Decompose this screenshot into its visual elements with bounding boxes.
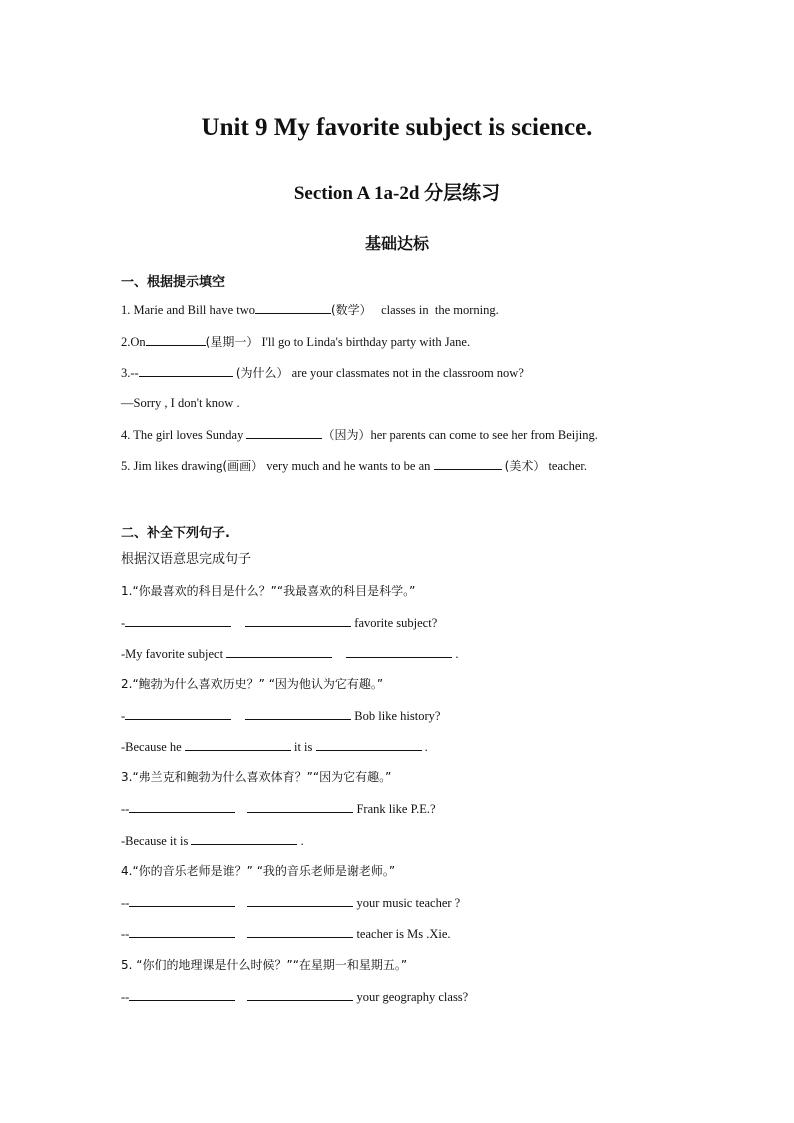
q5-line-1: -- your geography class?	[121, 990, 469, 1004]
item-text: teacher.	[548, 459, 587, 473]
q1-chinese: 1.“你最喜欢的科目是什么？”“我最喜欢的科目是科学。”	[121, 584, 416, 598]
q5-chinese: 5. “你们的地理课是什么时候？”“在星期一和星期五。”	[121, 958, 408, 972]
answer-blank[interactable]	[139, 364, 233, 377]
part1-item-5	[121, 457, 587, 474]
item-text: very much and he wants to be an	[266, 459, 434, 473]
answer-blank[interactable]	[247, 894, 353, 907]
answer-blank[interactable]	[129, 925, 235, 938]
answer-blank[interactable]	[434, 457, 502, 470]
answer-blank[interactable]	[245, 614, 351, 627]
item-hint: (为什么）	[235, 366, 289, 380]
answer-blank[interactable]	[129, 894, 235, 907]
item-text: .	[455, 647, 459, 661]
worksheet-title: Unit 9 My favorite subject is science.	[201, 114, 593, 141]
answer-blank[interactable]	[247, 925, 353, 938]
item-text: -My favorite subject	[121, 647, 224, 661]
item-text: .	[424, 740, 428, 754]
item-text: teacher is Ms .Xie.	[356, 927, 451, 941]
answer-blank[interactable]	[129, 800, 235, 813]
answer-blank[interactable]	[346, 645, 452, 658]
item-text: 2.On	[121, 335, 146, 349]
q3-chinese: 3.“弗兰克和鲍勃为什么喜欢体育？”“因为它有趣。”	[121, 770, 392, 784]
part1-item-2	[121, 333, 470, 350]
item-text: her parents can come to see her from Beijing.	[370, 428, 598, 442]
item-text: 3.--	[121, 366, 139, 380]
answer-blank[interactable]	[146, 333, 206, 346]
answer-blank[interactable]	[247, 988, 353, 1001]
item-text: 4. The girl loves Sunday	[121, 428, 247, 442]
answer-blank[interactable]	[246, 426, 322, 439]
item-hint: (数学）	[331, 303, 372, 317]
answer-blank[interactable]	[125, 707, 231, 720]
answer-blank[interactable]	[245, 707, 351, 720]
part1-item-3	[121, 364, 524, 381]
item-hint: (星期一）	[205, 335, 259, 349]
answer-blank[interactable]	[185, 738, 291, 751]
part2-instruction: 根据汉语意思完成句子	[121, 552, 252, 567]
q2-line-2	[121, 738, 428, 755]
item-text: -Because he	[121, 740, 182, 754]
answer-blank[interactable]	[316, 738, 422, 751]
answer-blank[interactable]	[255, 301, 331, 314]
item-text: Bob like history?	[354, 709, 441, 723]
q2-line-1: - Bob like history?	[121, 709, 441, 723]
answer-blank[interactable]	[125, 614, 231, 627]
item-text: classes in the morning.	[371, 303, 499, 317]
item-hint: (画画）	[222, 459, 264, 473]
item-hint: (美术）	[504, 459, 546, 473]
item-text: your music teacher ?	[356, 896, 461, 910]
q2-chinese: 2.“鲍勃为什么喜欢历史？” “因为他认为它有趣。”	[121, 677, 384, 691]
item-text: .	[300, 834, 304, 848]
q4-line-1: -- your music teacher ?	[121, 896, 461, 910]
part1-item-4	[121, 426, 598, 443]
q1-line-1: - favorite subject?	[121, 616, 438, 630]
item-text: 5. Jim likes drawing	[121, 459, 223, 473]
item-text: -Because it is	[121, 834, 189, 848]
worksheet-subtitle: Section A 1a-2d 分层练习	[293, 183, 501, 204]
answer-blank[interactable]	[191, 832, 297, 845]
item-text: it is	[293, 740, 313, 754]
item-text: I'll go to Linda's birthday party with Jane.	[261, 335, 471, 349]
item-hint: （因为）	[322, 428, 371, 442]
item-text: Frank like P.E.?	[356, 802, 436, 816]
level-heading: 基础达标	[364, 234, 429, 253]
q4-chinese: 4.“你的音乐老师是谁？” “我的音乐老师是谢老师。”	[121, 864, 396, 878]
item-text: —Sorry , I don't know .	[121, 396, 240, 410]
part1-heading: 一、根据提示填空	[121, 275, 226, 290]
answer-blank[interactable]	[129, 988, 235, 1001]
item-text: your geography class?	[356, 990, 469, 1004]
q3-line-2	[121, 832, 304, 849]
item-text: are your classmates not in the classroom now?	[291, 366, 524, 380]
q1-line-2	[121, 645, 458, 662]
part1-item-3-reply	[121, 395, 240, 411]
part2-heading: 二、补全下列句子.	[121, 526, 230, 541]
answer-blank[interactable]	[247, 800, 353, 813]
q3-line-1: -- Frank like P.E.?	[121, 802, 436, 816]
item-text: favorite subject?	[354, 616, 438, 630]
item-text: 1. Marie and Bill have two	[121, 303, 255, 317]
q4-line-2: -- teacher is Ms .Xie.	[121, 927, 451, 941]
part1-item-1	[121, 301, 499, 318]
answer-blank[interactable]	[226, 645, 332, 658]
